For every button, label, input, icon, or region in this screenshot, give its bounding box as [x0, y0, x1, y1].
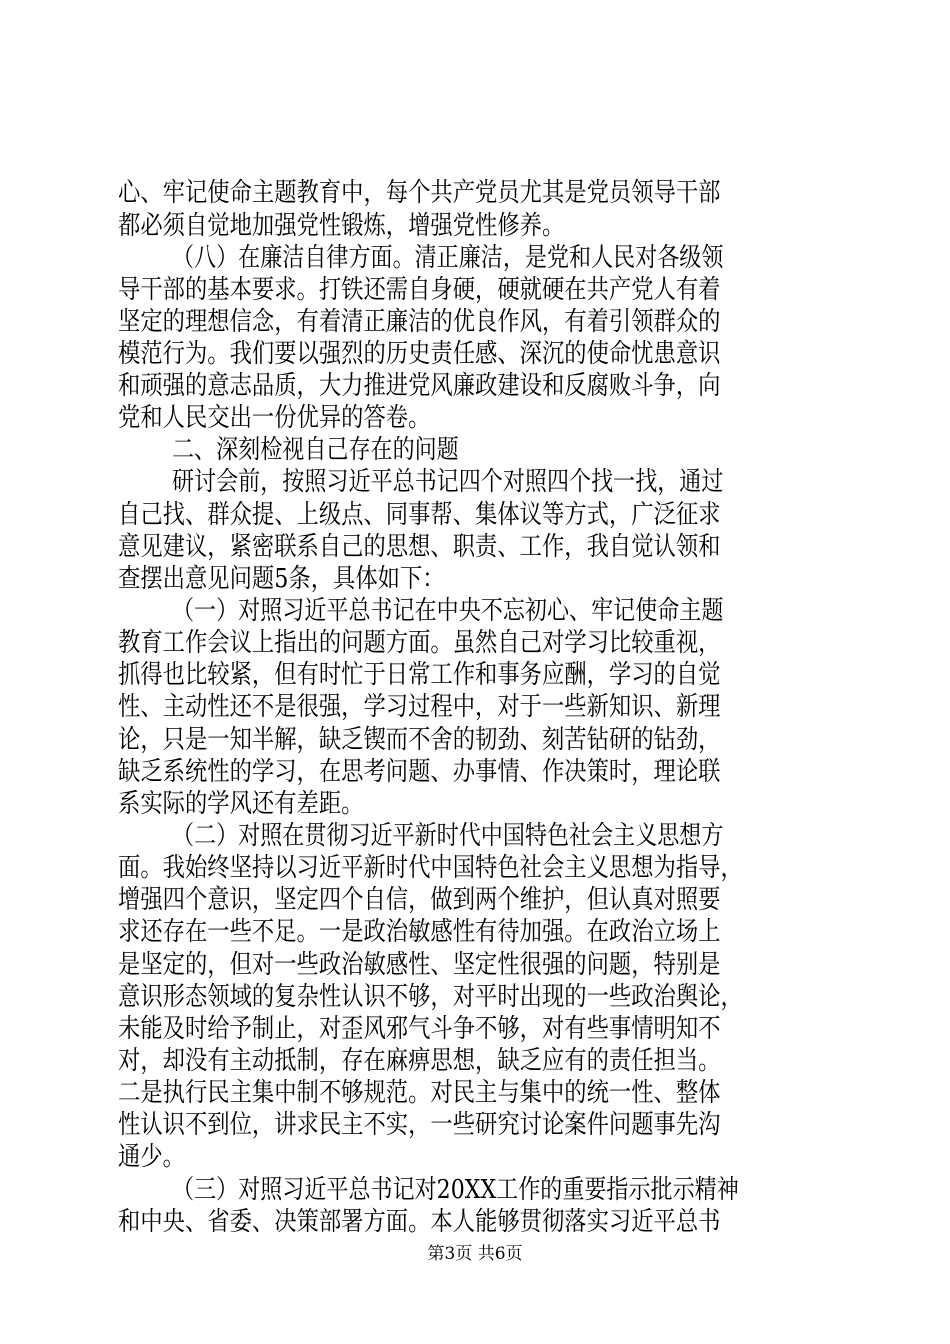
text-line [0, 529, 950, 565]
page-number: 第3页 共6页 [427, 1244, 523, 1264]
text-line [0, 1011, 950, 1047]
text-line [0, 818, 950, 854]
line-text: 心、牢记使命主题教育中，每个共产党员尤其是党员领导干部 [118, 178, 721, 208]
line-text: 党和人民交出一份优异的答卷。 [118, 403, 431, 433]
text-line [0, 1172, 950, 1208]
line-text: 系实际的学风还有差距。 [118, 789, 364, 819]
text-line [0, 336, 950, 372]
line-text: （三）对照习近平总书记对20XX工作的重要指示批示精神 [172, 1175, 739, 1205]
text-line [0, 561, 950, 597]
line-text: 查摆出意见问题5条，具体如下： [118, 564, 445, 594]
text-line [0, 272, 950, 308]
text-line [0, 657, 950, 693]
text-line [0, 850, 950, 886]
text-line [0, 368, 950, 404]
text-line [0, 593, 950, 629]
text-line [0, 947, 950, 983]
line-text: 都必须自觉地加强党性锻炼，增强党性修养。 [118, 211, 565, 241]
line-text: 和中央、省委、决策部署方面。本人能够贯彻落实习近平总书 [118, 1207, 721, 1237]
text-line [0, 786, 950, 822]
line-text: 抓得也比较紧，但有时忙于日常工作和事务应酬，学习的自觉 [118, 660, 721, 690]
line-text: 意见建议，紧密联系自己的思想、职责、工作，我自觉认领和 [118, 532, 721, 562]
text-line [0, 689, 950, 725]
text-line [0, 722, 950, 758]
line-text: （八）在廉洁自律方面。清正廉洁，是党和人民对各级领 [172, 243, 724, 273]
text-line [0, 464, 950, 500]
text-line [0, 754, 950, 790]
line-text: 坚定的理想信念，有着清正廉洁的优良作风，有着引领群众的 [118, 307, 721, 337]
text-line [0, 1139, 950, 1175]
section-heading [0, 432, 950, 468]
text-line [0, 400, 950, 436]
line-text: 未能及时给予制止，对歪风邪气斗争不够，对有些事情明知不 [118, 1014, 721, 1044]
line-text: 和顽强的意志品质，大力推进党风廉政建设和反腐败斗争，向 [118, 371, 721, 401]
text-line [0, 625, 950, 661]
line-text: 论，只是一知半解，缺乏锲而不舍的韧劲、刻苦钻研的钻劲， [118, 725, 721, 755]
text-line [0, 208, 950, 244]
line-text: 通少。 [118, 1142, 185, 1172]
line-text: 二、深刻检视自己存在的问题 [172, 435, 459, 465]
line-text: 导干部的基本要求。打铁还需自身硬，硬就硬在共产党人有着 [118, 275, 721, 305]
line-text: 性、主动性还不是很强，学习过程中，对于一些新知识、新理 [118, 692, 721, 722]
text-line [0, 497, 950, 533]
text-line [0, 914, 950, 950]
line-text: 研讨会前，按照习近平总书记四个对照四个找一找，通过 [172, 467, 724, 497]
line-text: 二是执行民主集中制不够规范。对民主与集中的统一性、整体 [118, 1078, 721, 1108]
line-text: 缺乏系统性的学习，在思考问题、办事情、作决策时，理论联 [118, 757, 721, 787]
line-text: 性认识不到位，讲求民主不实，一些研究讨论案件问题事先沟 [118, 1110, 721, 1140]
line-text: 意识形态领域的复杂性认识不够，对平时出现的一些政治舆论， [118, 982, 743, 1012]
text-line [0, 979, 950, 1015]
line-text: 面。我始终坚持以习近平新时代中国特色社会主义思想为指导， [118, 853, 743, 883]
line-text: 增强四个意识，坚定四个自信，做到两个维护，但认真对照要 [118, 885, 721, 915]
text-line [0, 1043, 950, 1079]
text-line [0, 1075, 950, 1111]
line-text: 模范行为。我们要以强烈的历史责任感、深沉的使命忧患意识 [118, 339, 721, 369]
line-text: 是坚定的，但对一些政治敏感性、坚定性很强的问题，特别是 [118, 950, 721, 980]
line-text: （一）对照习近平总书记在中央不忘初心、牢记使命主题 [172, 596, 724, 626]
text-line [0, 175, 950, 211]
line-text: （二）对照在贯彻习近平新时代中国特色社会主义思想方 [172, 821, 724, 851]
line-text: 对，却没有主动抵制，存在麻痹思想，缺乏应有的责任担当。 [118, 1046, 721, 1076]
text-line [0, 304, 950, 340]
text-line [0, 1107, 950, 1143]
page-footer [0, 1242, 950, 1266]
text-line [0, 882, 950, 918]
line-text: 教育工作会议上指出的问题方面。虽然自己对学习比较重视， [118, 628, 721, 658]
text-line [0, 240, 950, 276]
text-line [0, 1204, 950, 1240]
line-text: 自己找、群众提、上级点、同事帮、集体议等方式，广泛征求 [118, 500, 721, 530]
line-text: 求还存在一些不足。一是政治敏感性有待加强。在政治立场上 [118, 917, 721, 947]
